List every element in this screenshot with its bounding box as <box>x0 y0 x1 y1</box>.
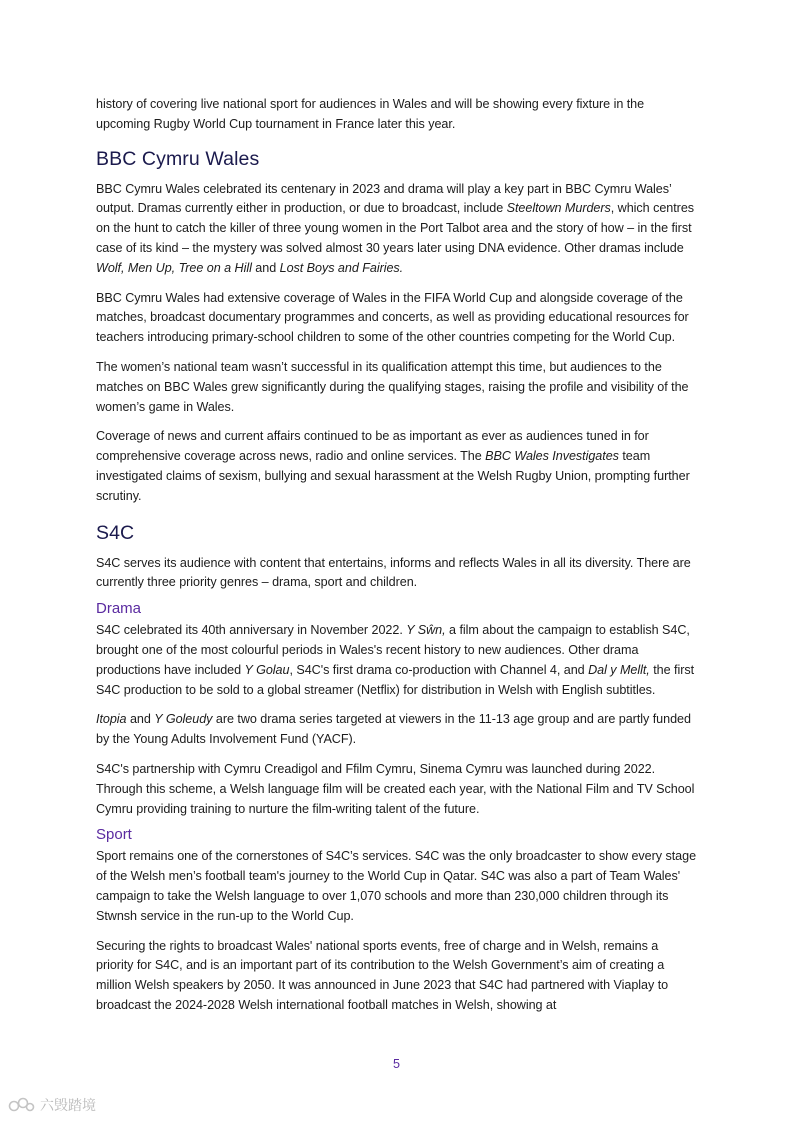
s4c-intro-paragraph: S4C serves its audience with content that entertains, informs and reflects Wales in all its diversity. There are currently three priority genres – drama, sport and children. <box>96 555 691 590</box>
italic-title: Y Golau <box>244 662 290 677</box>
document-page <box>96 95 698 1026</box>
text-run: , S4C's first drama co-production with Channel 4, and <box>289 662 589 677</box>
text-run: team investigated claims of sexism, bullying and sexual harassment at the Welsh Rugby Union, prompting further scrutiny. <box>96 449 690 503</box>
sport-paragraph-1: Sport remains one of the cornerstones of S4C’s services. S4C was the only broadcaster to show every stage of the Welsh men’s football team's journey to the World Cup in Qatar. S4C was also a part of Team Wales' campaign to take the Welsh language to over 1,070 schools and more than 230,000 children through its Stwnsh service in the run-up to the World Cup. <box>96 849 697 923</box>
text-run: Coverage of news and current affairs continued to be as important as ever as audiences tuned in for comprehensive coverage across news, radio and online services. The <box>96 429 649 464</box>
bbc-paragraph-3: The women’s national team wasn’t successful in its qualification attempt this time, but audiences to the matches on BBC Wales grew significantly during the qualifying stages, raising the profile and visibility of the women’s game in Wales. <box>96 359 689 414</box>
italic-title: BBC Wales Investigates <box>485 449 619 464</box>
bbc-heading: BBC Cymru Wales <box>96 147 260 170</box>
text-run: , which centres on the hunt to catch the killer of three young women in the Port Talbot area and the story of how – in the first case of its kind – the mystery was solved almost 30 years later using DNA evidence. Other dramas include <box>96 201 695 255</box>
italic-title: Wolf, Men Up, Tree on a Hill <box>96 260 252 275</box>
bbc-paragraph-2: BBC Cymru Wales had extensive coverage of Wales in the FIFA World Cup and alongside coverage of the matches, broadcast documentary programmes and concerts, as well as providing educational resources for teachers introducing primary-school children to some of the other countries competing for the World Cup. <box>96 290 689 345</box>
sport-subheading: Sport <box>96 826 132 844</box>
drama-paragraph-3: S4C's partnership with Cymru Creadigol and Ffilm Cymru, Sinema Cymru was launched during 2022. Through this scheme, a Welsh language film will be created each year, with the National Film and TV School Cymru providing training to nurture the film-writing talent of the future. <box>96 761 695 816</box>
text-run: the first S4C production to be sold to a global streamer (Netflix) for distribution in Welsh with English subtitles. <box>96 662 695 697</box>
watermark-logo-icon <box>8 1096 36 1114</box>
italic-title: Dal y Mellt, <box>588 662 650 677</box>
italic-title: Y Goleudy <box>154 712 213 727</box>
sport-paragraph-2: Securing the rights to broadcast Wales' national sports events, free of charge and in Welsh, remains a priority for S4C, and is an important part of its contribution to the Welsh Government’s aim of creating a million Welsh speakers by 2050. It was announced in June 2023 that S4C had partnered with Viaplay to broadcast the 2024-2028 Welsh international football matches in Welsh, showing at <box>96 938 669 1012</box>
intro-paragraph: history of covering live national sport for audiences in Wales and will be showing every fixture in the upcoming Rugby World Cup tournament in France later this year. <box>96 97 645 131</box>
watermark <box>8 1095 96 1115</box>
watermark-text: 六毁踏境 <box>40 1097 96 1113</box>
drama-paragraph-2 <box>96 710 698 750</box>
text-run: and <box>251 260 280 275</box>
italic-title: Steeltown Murders <box>506 201 611 216</box>
drama-subheading: Drama <box>96 600 142 618</box>
text-run: BBC Cymru Wales celebrated its centenary in 2023 and drama will play a key part in BBC Cymru Wales’ output. Dramas currently either in production, or due to broadcast, include <box>96 181 672 216</box>
text-run: a film about the campaign to establish S4C, brought one of the most colourful periods in Wales's recent history to new audiences. Other drama productions have included <box>96 623 690 677</box>
bbc-paragraph-1 <box>96 180 698 279</box>
text-run: S4C celebrated its 40th anniversary in November 2022. <box>96 623 407 638</box>
italic-title: Itopia <box>96 712 127 727</box>
s4c-heading: S4C <box>96 521 135 544</box>
page-number: 5 <box>392 1057 400 1071</box>
italic-title: Lost Boys and Fairies. <box>279 260 404 275</box>
bbc-paragraph-4 <box>96 427 698 506</box>
drama-paragraph-1 <box>96 621 698 700</box>
italic-title: Y Sŵn, <box>406 623 446 638</box>
text-run: and <box>126 712 155 727</box>
text-run: are two drama series targeted at viewers in the 11-13 age group and are partly funded by the Young Adults Involvement Fund (YACF). <box>96 712 691 747</box>
